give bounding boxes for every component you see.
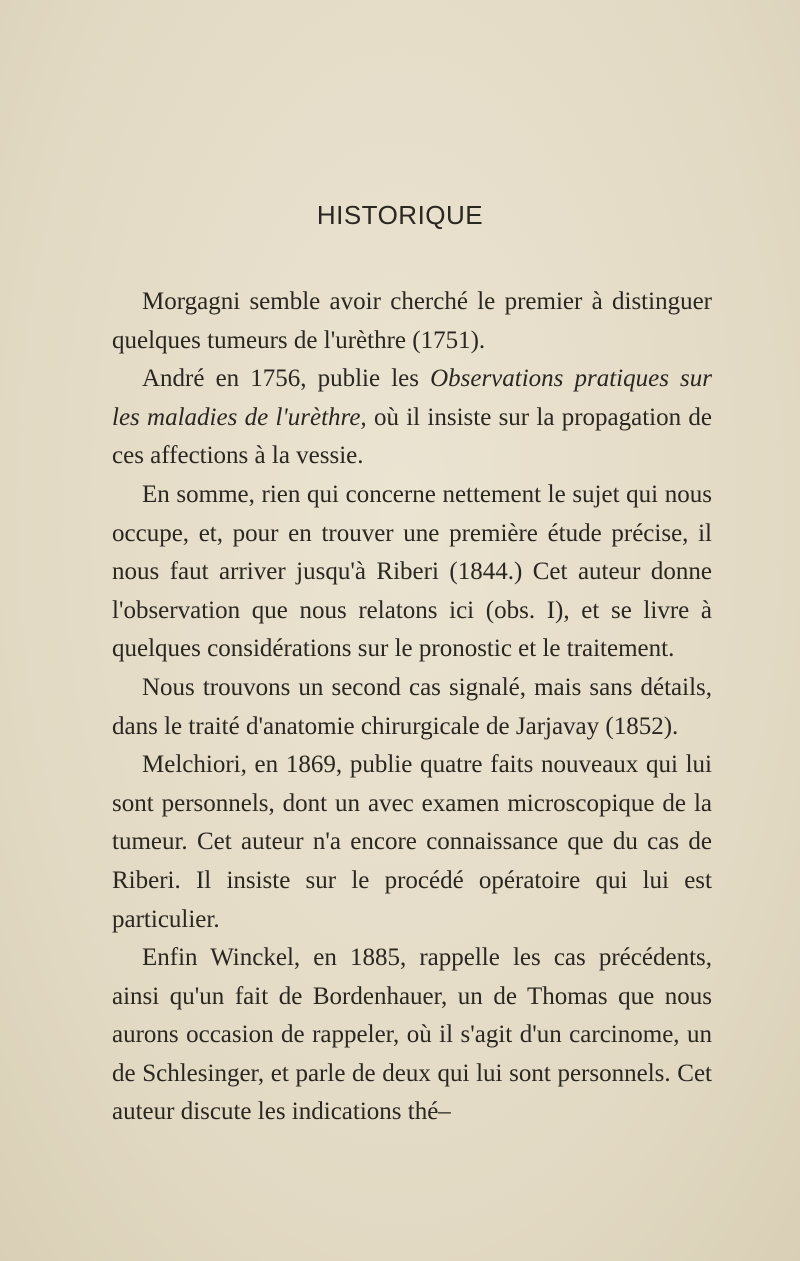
paragraph-text: Nous trouvons un second cas signalé, mais sans détails, dans le traité d'anatomie chirurgicale de Jarjavay (1852). <box>112 673 712 740</box>
paragraph-winckel <box>112 939 712 1132</box>
body-text <box>112 283 712 1132</box>
paragraph-text: André en 1756, publie les <box>142 365 431 393</box>
paragraph-text: où il insiste sur la propagation de ces affections à la vessie. <box>112 403 712 470</box>
paragraph-riberi <box>112 476 712 669</box>
book-title-italic: Observations pratiques sur les maladies de l'urèthre, <box>112 365 712 431</box>
page-heading: HISTORIQUE <box>316 200 484 230</box>
paragraph-text: Melchiori, en 1869, publie quatre faits nouveaux qui lui sont personnels, dont un avec examen microscopique de la tumeur. Cet auteur n'a encore connaissance que du cas de Riberi. Il insiste sur le procédé opératoire qui lui est particulier. <box>112 751 712 933</box>
paragraph-text: En somme, rien qui concerne nettement le sujet qui nous occupe, et, pour en trouver une première étude précise, il nous faut arriver jusqu'à Riberi (1844.) Cet auteur donne l'observation que nous relatons ici (obs. I), et se livre à quelques considérations sur le pronostic et le traitement. <box>112 480 712 663</box>
paragraph-andre <box>112 360 712 476</box>
paragraph-morgagni <box>112 283 712 360</box>
paragraph-melchiori <box>112 746 712 939</box>
paragraph-text: Enfin Winckel, en 1885, rappelle les cas précédents, ainsi qu'un fait de Bordenhauer, un de Thomas que nous aurons occasion de rappeler, où il s'agit d'un carcinome, un de Schlesinger, et parle de deux qui lui sont personnels. Cet auteur discute les indications thé– <box>112 944 712 1126</box>
paragraph-jarjavay <box>112 669 712 746</box>
paragraph-text: Morgagni semble avoir cherché le premier à distinguer quelques tumeurs de l'urèthre (1751). <box>112 288 712 354</box>
